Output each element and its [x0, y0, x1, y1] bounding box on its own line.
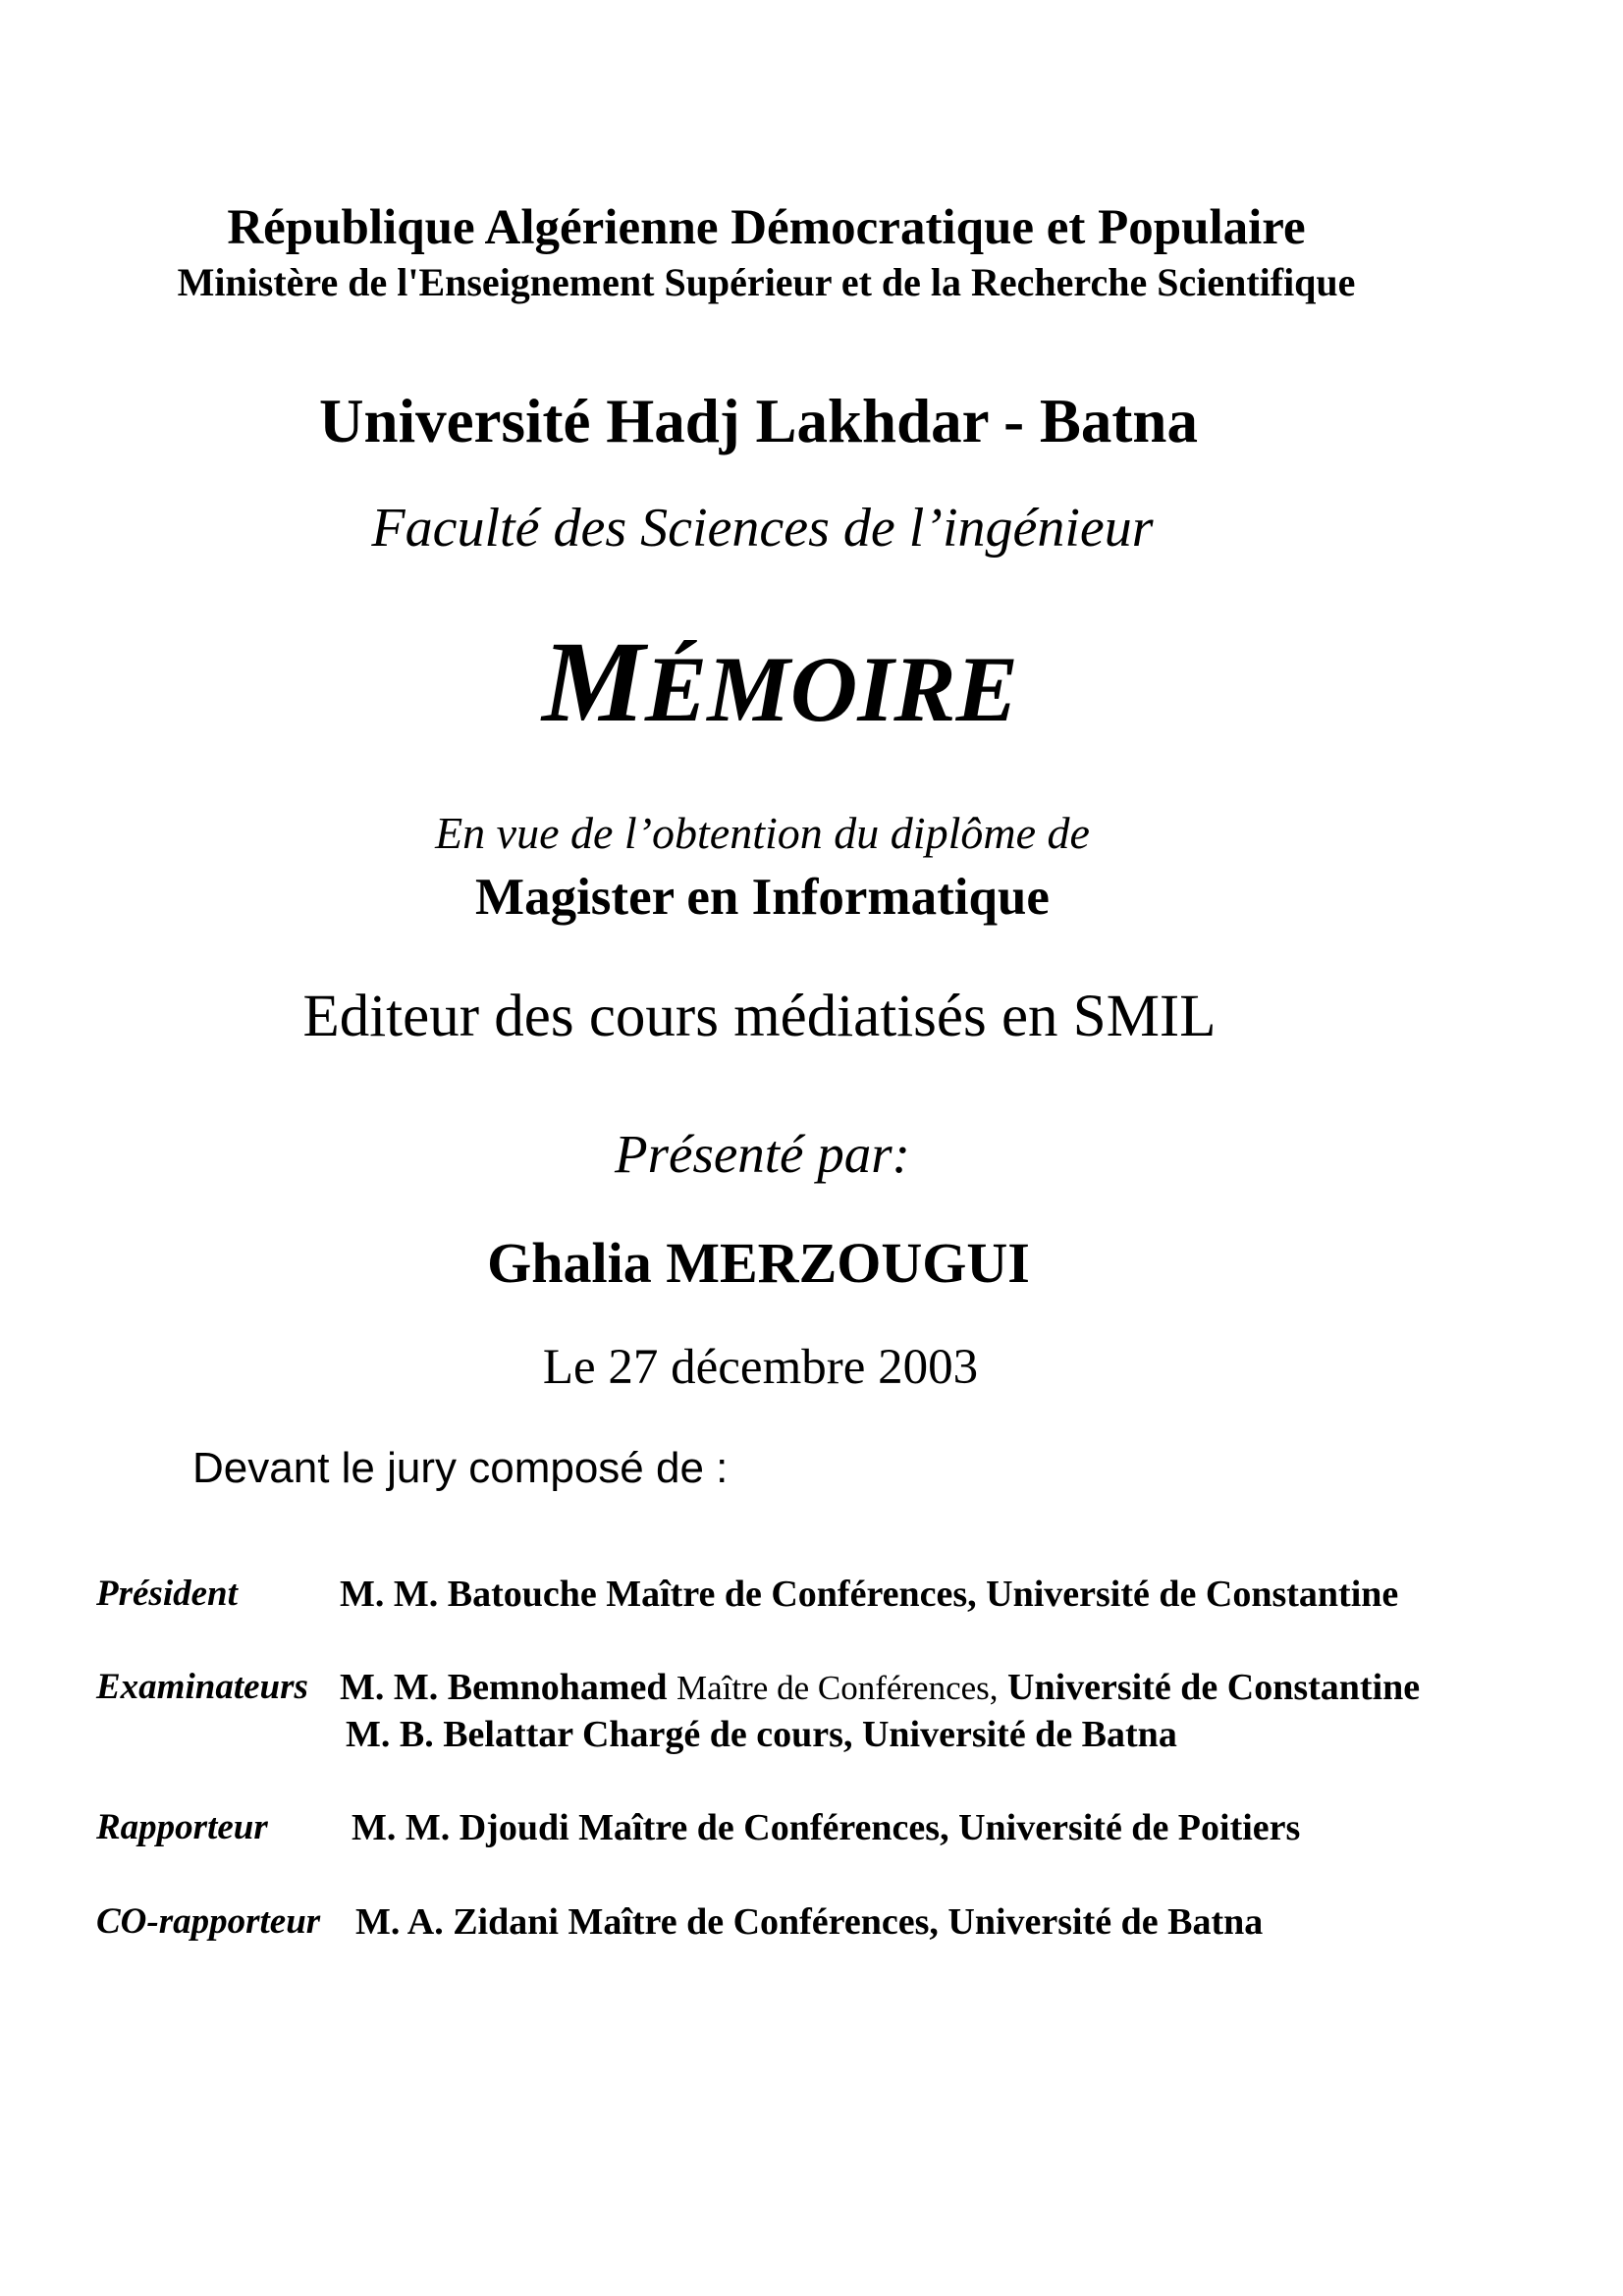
degree-purpose: En vue de l’obtention du diplôme de: [435, 808, 1090, 858]
jury-member-title: Maître de Conférences,: [676, 1669, 999, 1707]
document-type-initial: M: [541, 617, 645, 746]
document-type-title: [0, 617, 1592, 746]
jury-member-affiliation: Université de Constantine: [1007, 1667, 1421, 1708]
presented-by-label: Présenté par:: [615, 1124, 910, 1184]
faculty-name: Faculté des Sciences de l’ingénieur: [371, 498, 1154, 559]
jury-member: [340, 1575, 1398, 1613]
jury-member-name: M. B. Belattar: [346, 1714, 573, 1755]
thesis-subject: Editeur des cours médiatisés en SMIL: [302, 984, 1217, 1049]
author-name: Ghalia MERZOUGUI: [487, 1231, 1030, 1295]
jury-member-name: M. M. Bemnohamed: [340, 1667, 668, 1708]
jury-member-affiliation: Université de Batna: [861, 1714, 1177, 1755]
jury-role: Examinateurs: [96, 1667, 308, 1707]
university-name: Université Hadj Lakhdar - Batna: [319, 387, 1198, 455]
jury-role: Président: [96, 1574, 238, 1614]
jury-member: [346, 1716, 1177, 1753]
jury-member-title: Maître de Conférences,: [578, 1807, 949, 1848]
jury-member-affiliation: Université de Poitiers: [958, 1807, 1301, 1848]
jury-member-name: M. A. Zidani: [355, 1901, 559, 1943]
jury-member-affiliation: Université de Batna: [947, 1901, 1264, 1943]
jury-member-name: M. M. Batouche: [340, 1574, 597, 1615]
degree-name: Magister en Informatique: [475, 869, 1050, 926]
republic-heading: République Algérienne Démocratique et Populaire: [227, 200, 1306, 255]
jury-member: [340, 1669, 1420, 1706]
jury-role: CO-rapporteur: [96, 1901, 321, 1942]
jury-role: Rapporteur: [96, 1807, 268, 1847]
jury-member: [355, 1903, 1263, 1941]
defense-date: Le 27 décembre 2003: [542, 1340, 979, 1395]
jury-member-affiliation: Université de Constantine: [986, 1574, 1399, 1615]
jury-intro: Devant le jury composé de :: [192, 1444, 729, 1492]
ministry-heading: Ministère de l'Enseignement Supérieur et de la Recherche Scientifique: [177, 260, 1356, 304]
document-type-rest: ÉMOIRE: [644, 637, 1019, 741]
jury-member-title: Maître de Conférences,: [568, 1901, 939, 1943]
jury-member-title: Chargé de cours,: [581, 1714, 853, 1755]
jury-member-name: M. M. Djoudi: [352, 1807, 569, 1848]
jury-member-title: Maître de Conférences,: [606, 1574, 977, 1615]
jury-member: [352, 1809, 1300, 1846]
